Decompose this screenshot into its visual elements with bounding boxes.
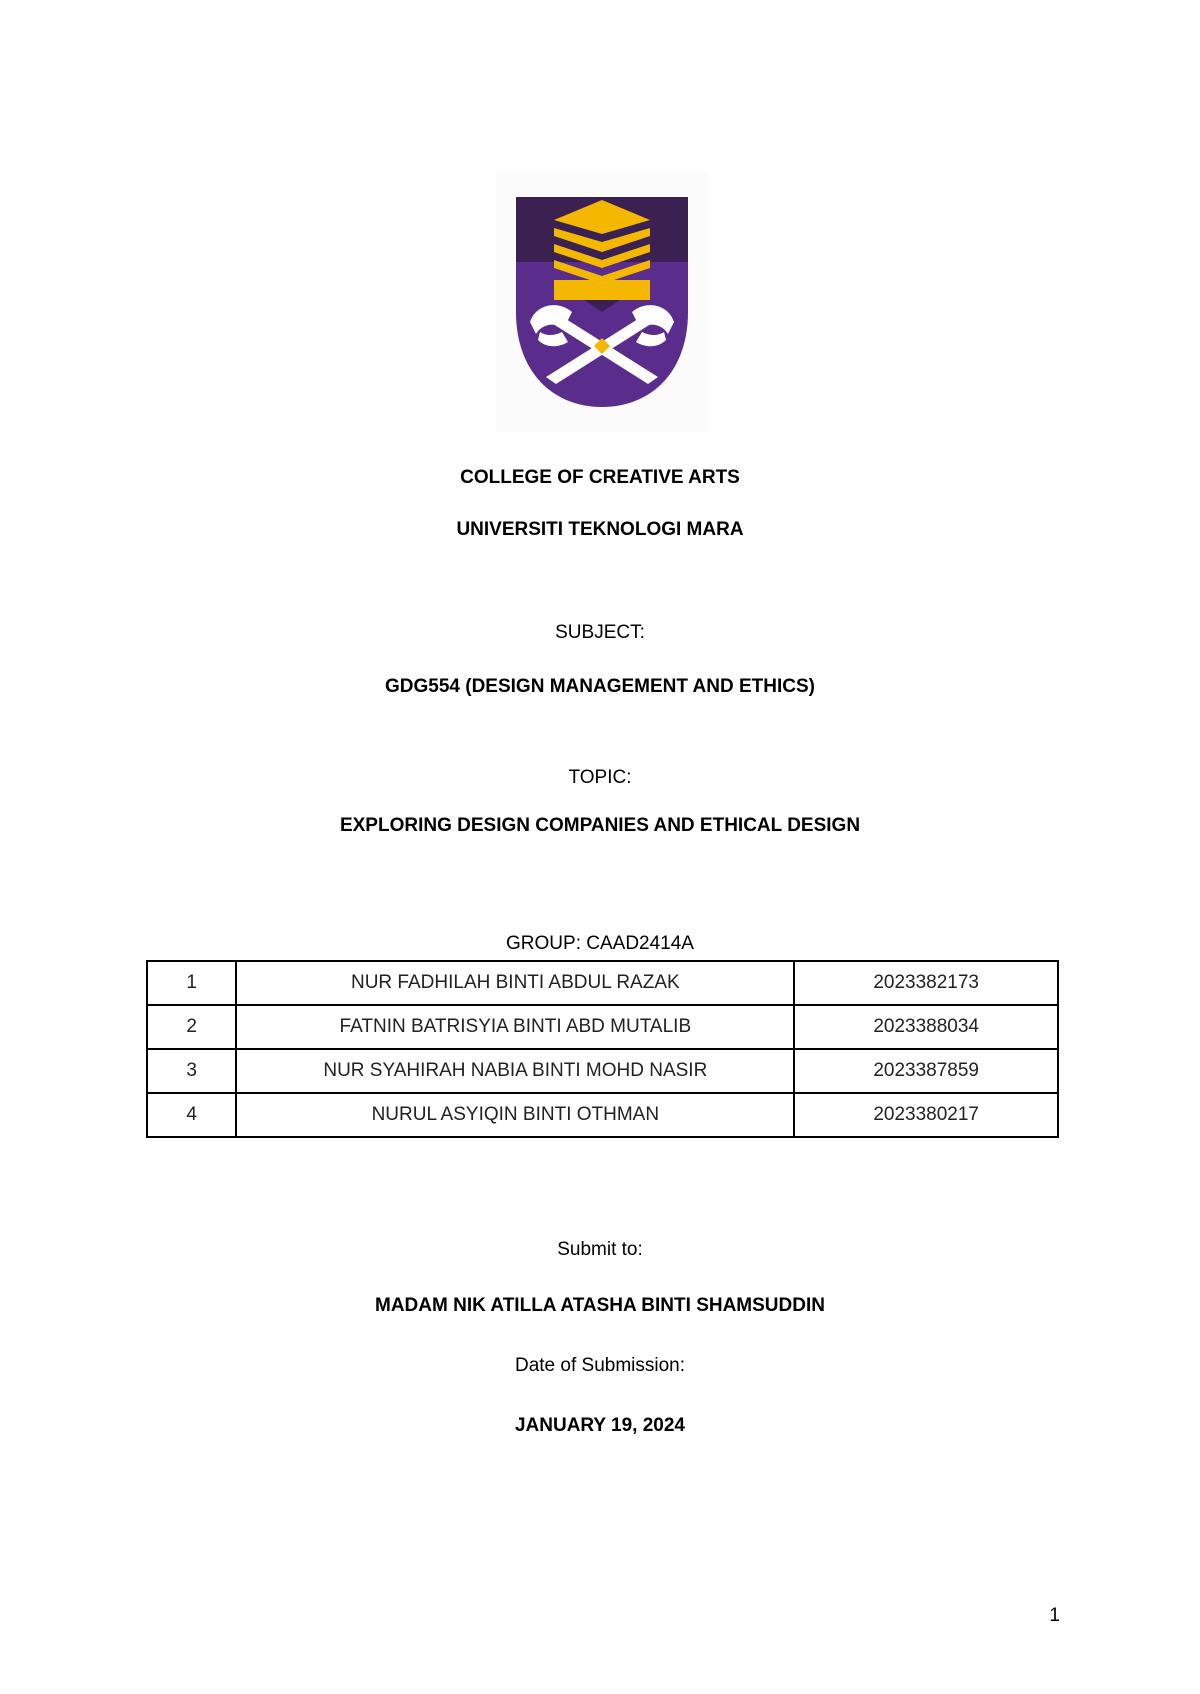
table-row [147,961,1058,1005]
faculty-name: COLLEGE OF CREATIVE ARTS [460,467,740,488]
date-label: Date of Submission: [514,1355,686,1376]
member-id: 2023382173 [794,961,1058,1005]
member-id: 2023380217 [794,1093,1058,1137]
group-code: GROUP: CAAD2414A [506,933,694,954]
member-id: 2023388034 [794,1005,1058,1049]
university-name: UNIVERSITI TEKNOLOGI MARA [456,519,744,540]
topic-label: TOPIC: [568,767,632,788]
member-name: NUR FADHILAH BINTI ABDUL RAZAK [236,961,794,1005]
uitm-crest-icon [496,172,708,432]
subject-value: GDG554 (DESIGN MANAGEMENT AND ETHICS) [385,676,815,697]
topic-value: EXPLORING DESIGN COMPANIES AND ETHICAL DESIGN [339,815,861,836]
page-number: 1 [1049,1605,1060,1626]
member-name: NURUL ASYIQIN BINTI OTHMAN [236,1093,794,1137]
member-number: 1 [147,961,236,1005]
subject-label: SUBJECT: [555,622,645,643]
lecturer-name: MADAM NIK ATILLA ATASHA BINTI SHAMSUDDIN [375,1295,825,1316]
submit-label: Submit to: [557,1239,643,1260]
table-row [147,1093,1058,1137]
member-name: NUR SYAHIRAH NABIA BINTI MOHD NASIR [236,1049,794,1093]
member-number: 4 [147,1093,236,1137]
members-table [146,960,1059,1138]
member-name: FATNIN BATRISYIA BINTI ABD MUTALIB [236,1005,794,1049]
table-row [147,1005,1058,1049]
member-number: 2 [147,1005,236,1049]
table-row [147,1049,1058,1093]
member-number: 3 [147,1049,236,1093]
submission-date: JANUARY 19, 2024 [514,1415,686,1436]
member-id: 2023387859 [794,1049,1058,1093]
